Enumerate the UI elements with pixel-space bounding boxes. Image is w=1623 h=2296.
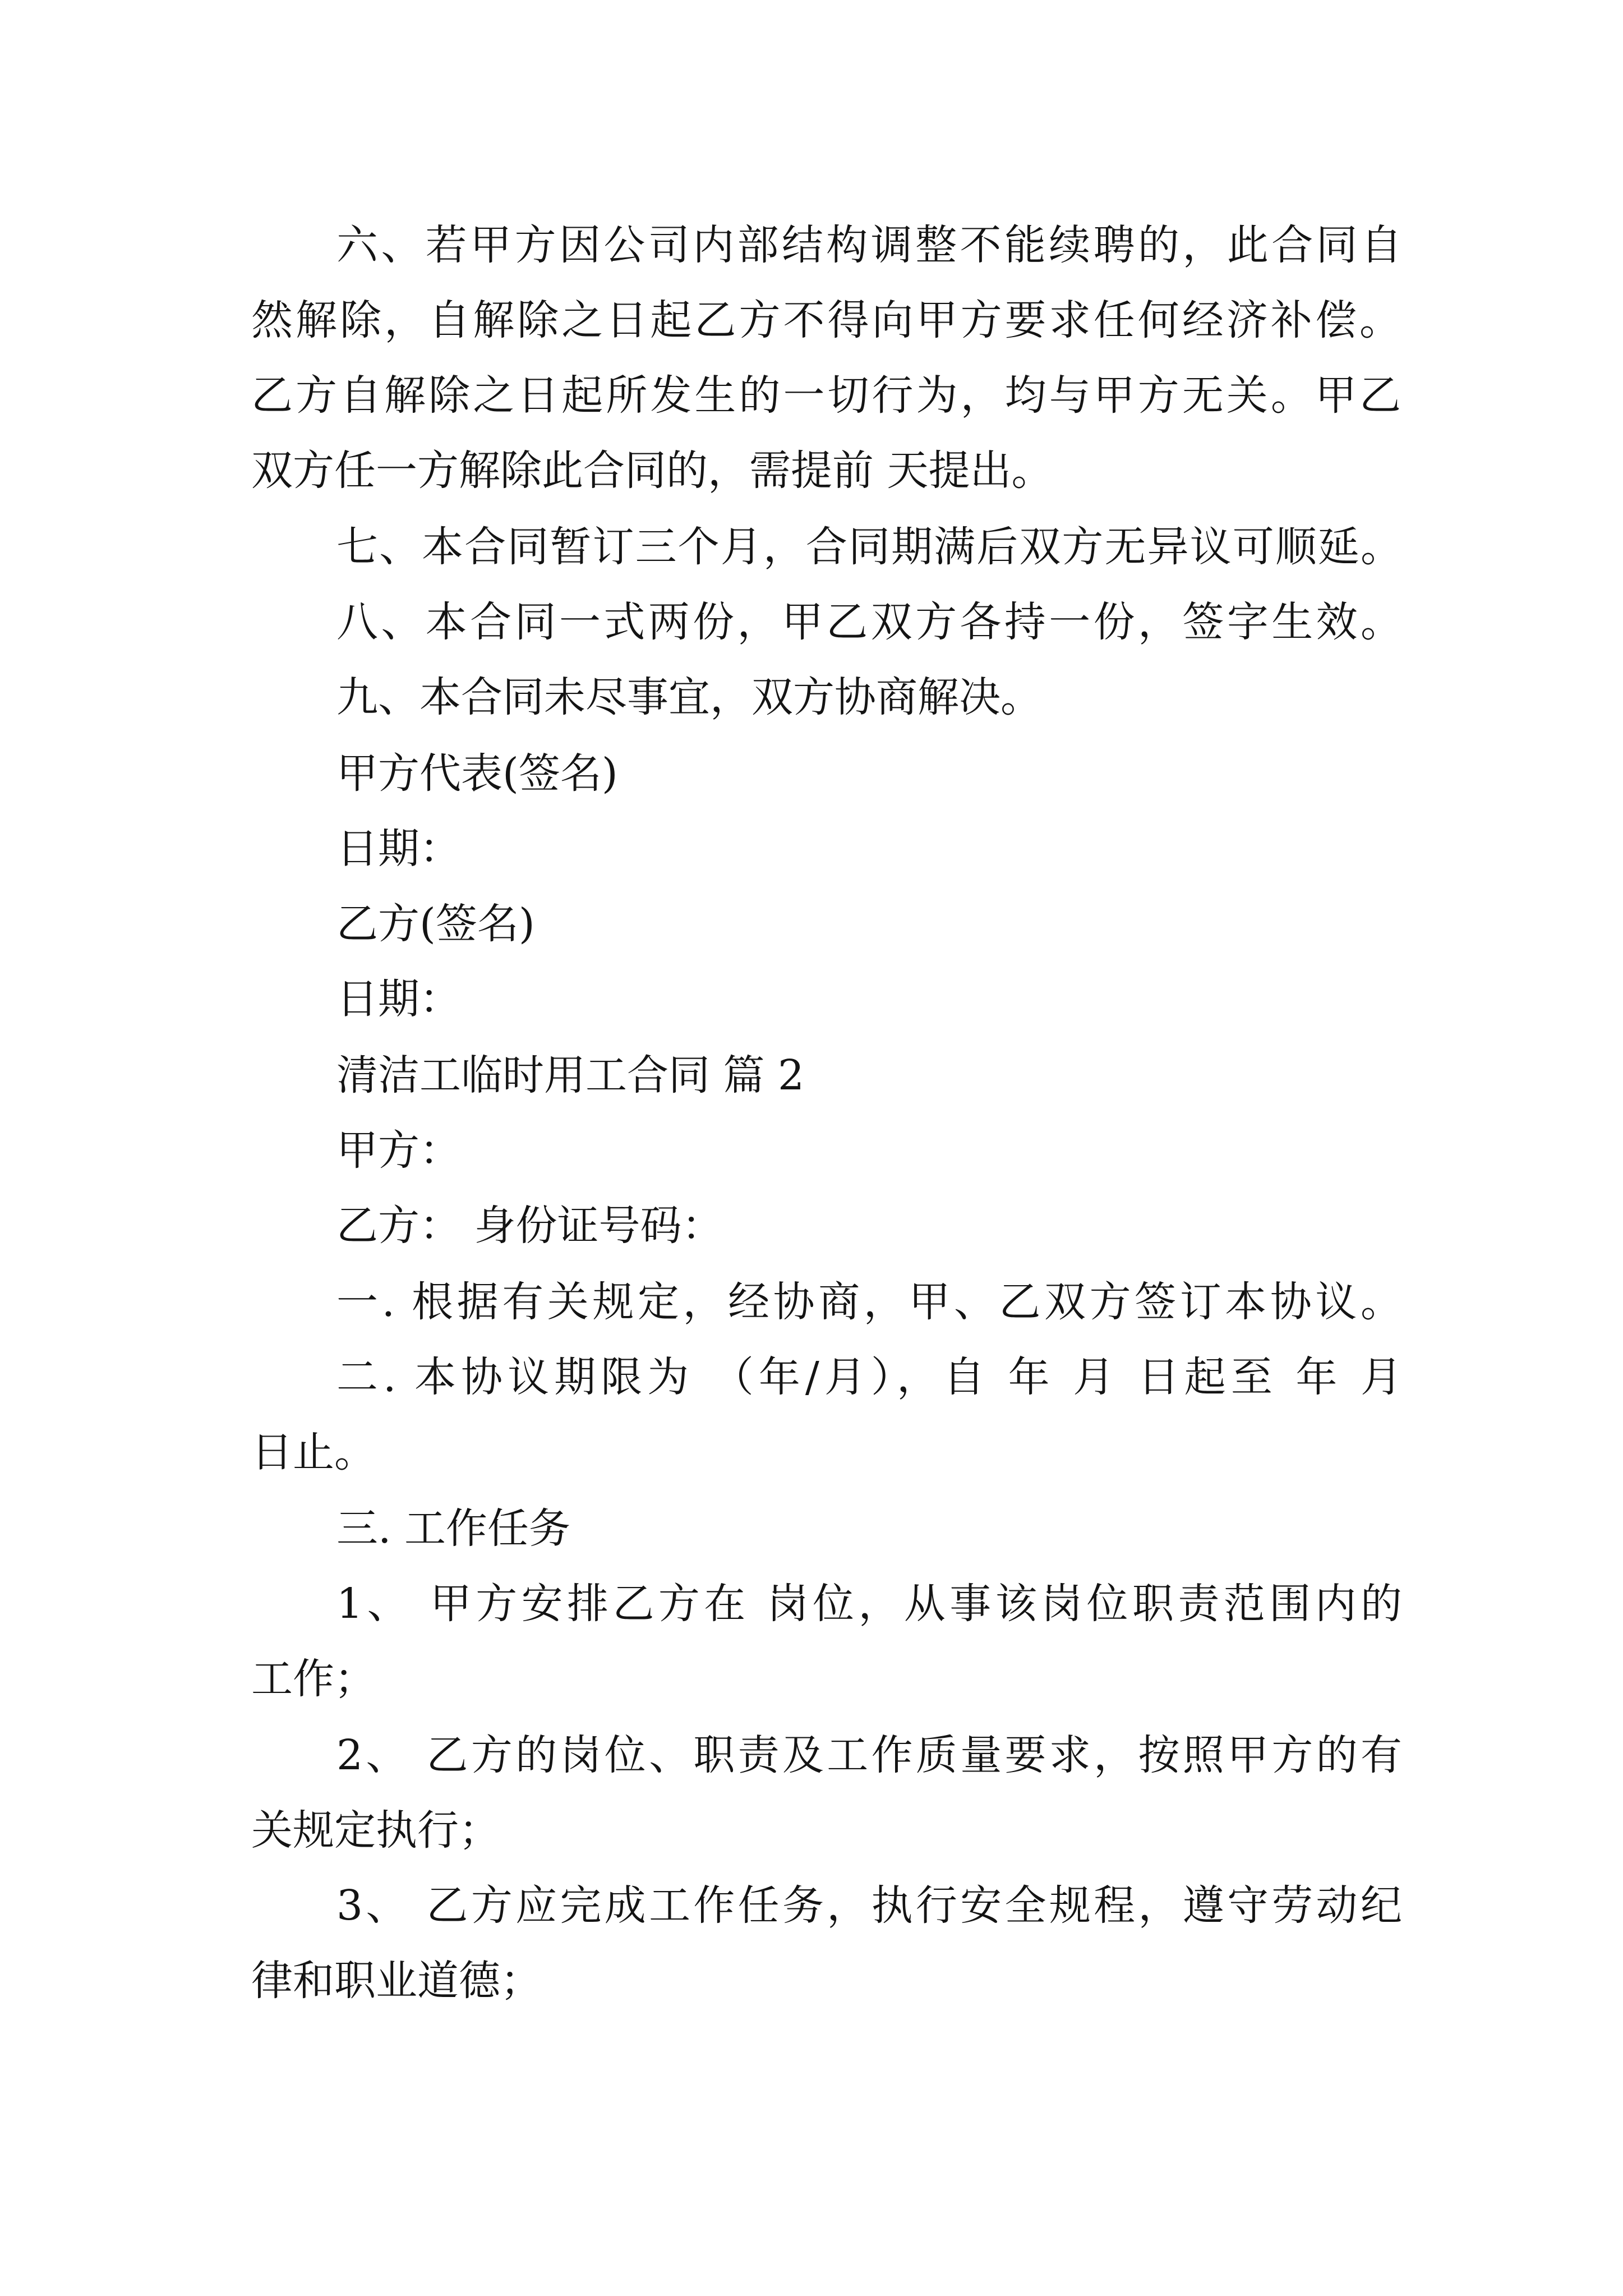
clause-6-line-1: 六、若甲方因公司内部结构调整不能续聘的，此合同自 [336,221,1402,269]
party-b-id-label: 乙方： 身份证号码： [336,1202,723,1250]
task-2-line-2: 关规定执行； [251,1806,500,1855]
contract-title: 清洁工临时用工合同 篇 2 [336,1051,805,1099]
clause-2-line-2: 日止。 [251,1428,376,1476]
clause-7: 七、本合同暂订三个月，合同期满后双方无异议可顺延。 [336,523,1402,571]
party-a-label: 甲方： [336,1126,461,1175]
clause-1: 一. 根据有关规定，经协商，甲、乙双方签订本协议。 [336,1278,1402,1326]
clause-6-line-4: 双方任一方解除此合同的，需提前 天提出。 [251,447,1053,495]
clause-6-line-2: 然解除，自解除之日起乙方不得向甲方要求任何经济补偿。 [251,296,1401,344]
party-b-signature-label: 乙方(签名) [336,900,535,948]
task-3-line-2: 律和职业道德； [251,1957,542,2005]
task-3-line-1: 3、 乙方应完成工作任务，执行安全规程，遵守劳动纪 [336,1881,1402,1930]
clause-2-line-1: 二. 本协议期限为 （年/月），自 年 月 日起至 年 月 [336,1353,1402,1401]
party-a-signature-label: 甲方代表(签名) [336,749,618,798]
task-2-line-1: 2、 乙方的岗位、职责及工作质量要求，按照甲方的有 [336,1731,1402,1779]
clause-6-line-3: 乙方自解除之日起所发生的一切行为，均与甲方无关。甲乙 [251,371,1401,420]
party-a-date-label: 日期： [336,825,461,873]
clause-9: 九、本合同未尽事宜，双方协商解决。 [336,673,1042,721]
clause-8: 八、本合同一式两份，甲乙双方各持一份，签字生效。 [336,598,1402,646]
task-1-line-2: 工作； [251,1655,376,1703]
task-1-line-1: 1、 甲方安排乙方在 岗位，从事该岗位职责范围内的 [336,1580,1402,1628]
party-b-date-label: 日期： [336,975,461,1023]
clause-3-heading: 三. 工作任务 [336,1504,571,1553]
